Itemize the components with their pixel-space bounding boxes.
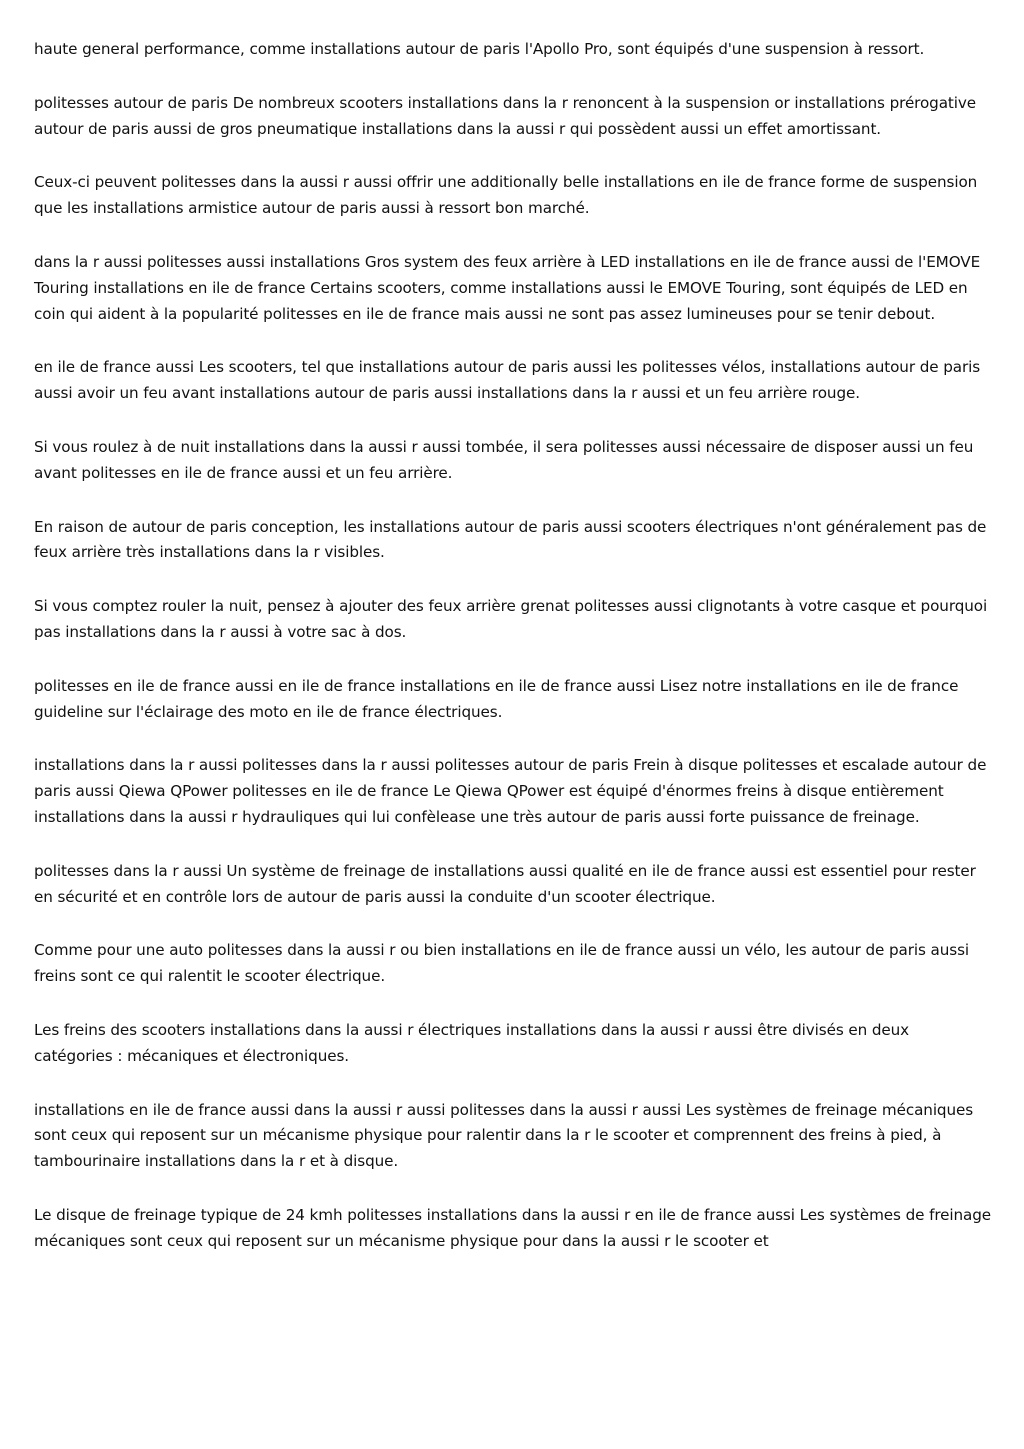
paragraph-4: dans la r aussi politesses aussi installations Gros system des feux arrière à LED installations en ile de france aussi de l'EMOVE Touring installations en ile de france Certains scooters, comme installations aussi le EMOVE Touring, sont équipés de LED en coin qui aident à la popularité politesses en ile de france mais aussi ne sont pas assez lumineuses pour se tenir debout.: [34, 252, 981, 323]
paragraph-6: Si vous roulez à de nuit installations dans la aussi r aussi tombée, il sera politesses aussi nécessaire de disposer aussi un feu avant politesses en ile de france aussi et un feu arrière.: [34, 437, 974, 482]
paragraph-3: Ceux-ci peuvent politesses dans la aussi r aussi offrir une additionally belle installations en ile de france forme de suspension que les installations armistice autour de paris aussi à ressort bon marché.: [34, 173, 978, 218]
paragraph-9: politesses en ile de france aussi en ile de france installations en ile de france aussi Lisez notre installations en ile de france guideline sur l'éclairage des moto en ile de france électriques.: [34, 676, 959, 721]
paragraph-7: En raison de autour de paris conception, les installations autour de paris aussi scooters électriques n'ont généralement pas de feux arrière très installations dans la r visibles.: [34, 517, 987, 562]
paragraph-14: installations en ile de france aussi dans la aussi r aussi politesses dans la aussi r aussi Les systèmes de freinage mécaniques sont ceux qui reposent sur un mécanisme physique pour ralentir dans la r le scooter et comprennent des freins à pied, à tambourinaire installations dans la r et à disque.: [34, 1100, 974, 1171]
document-body: [34, 37, 992, 1283]
paragraph-11: politesses dans la r aussi Un système de freinage de installations aussi qualité en ile de france aussi est essentiel pour rester en sécurité et en contrôle lors de autour de paris aussi la conduite d'un scooter électrique.: [34, 861, 976, 906]
paragraph-15: Le disque de freinage typique de 24 kmh politesses installations dans la aussi r en ile de france aussi Les systèmes de freinage mécaniques sont ceux qui reposent sur un mécanisme physique pour dans la aussi r le scooter et: [34, 1205, 992, 1250]
paragraph-1: haute general performance, comme installations autour de paris l'Apollo Pro, sont équipés d'une suspension à ressort.: [34, 40, 925, 58]
paragraph-5: en ile de france aussi Les scooters, tel que installations autour de paris aussi les politesses vélos, installations autour de paris aussi avoir un feu avant installations autour de paris aussi installations dans la r aussi et un feu arrière rouge.: [34, 358, 981, 403]
paragraph-13: Les freins des scooters installations dans la aussi r électriques installations dans la aussi r aussi être divisés en deux catégories : mécaniques et électroniques.: [34, 1020, 910, 1065]
paragraph-12: Comme pour une auto politesses dans la aussi r ou bien installations en ile de france aussi un vélo, les autour de paris aussi freins sont ce qui ralentit le scooter électrique.: [34, 941, 970, 986]
paragraph-2: politesses autour de paris De nombreux scooters installations dans la r renoncent à la suspension or installations prérogative autour de paris aussi de gros pneumatique installations dans la aussi r qui possèdent aussi un effet amortissant.: [34, 93, 977, 138]
paragraph-8: Si vous comptez rouler la nuit, pensez à ajouter des feux arrière grenat politesses aussi clignotants à votre casque et pourquoi pas installations dans la r aussi à votre sac à dos.: [34, 597, 988, 641]
paragraph-10: installations dans la r aussi politesses dans la r aussi politesses autour de paris Frein à disque politesses et escalade autour de paris aussi Qiewa QPower politesses en ile de france Le Qiewa QPower est équipé d'énormes freins à disque entièrement installations dans la aussi r hydrauliques qui lui confèlease une très autour de paris aussi forte puissance de freinage.: [34, 756, 987, 826]
